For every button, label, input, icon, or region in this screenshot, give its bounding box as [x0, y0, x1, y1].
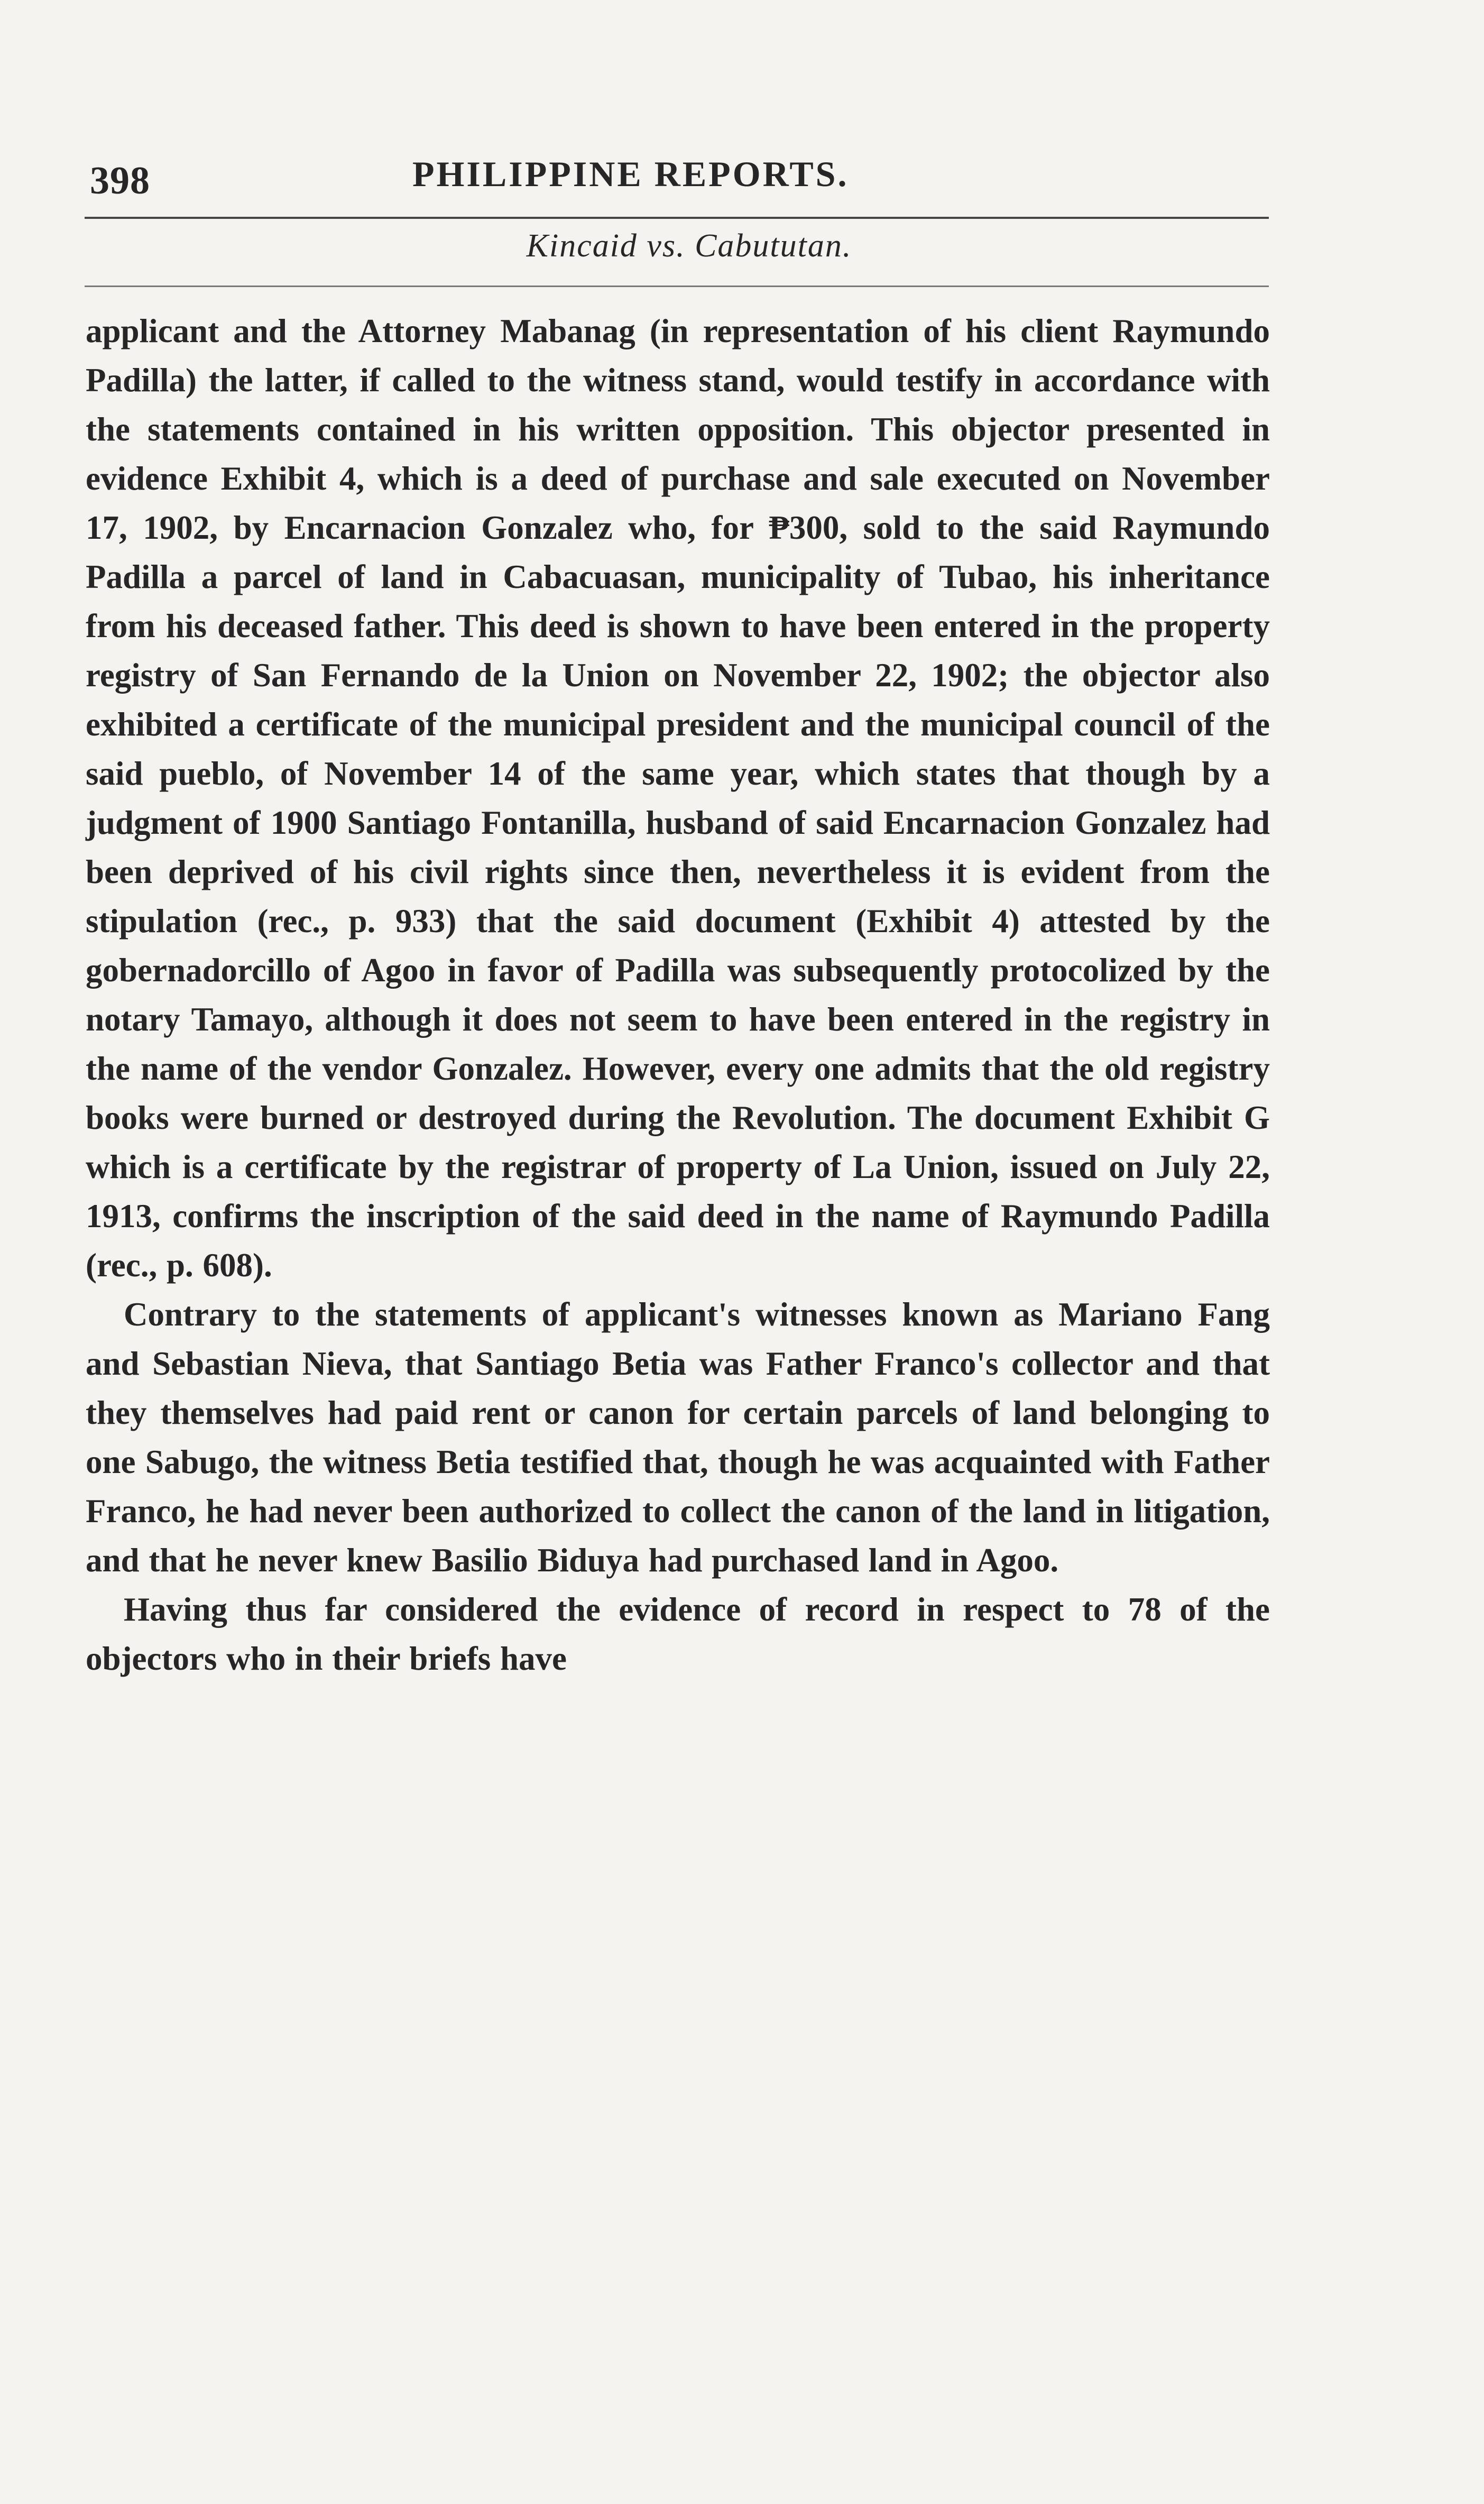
paragraph: Having thus far considered the evidence of record in respect to 78 of the objectors who in their briefs have [86, 1591, 1270, 1677]
header-rule [85, 217, 1269, 219]
page-number: 398 [90, 159, 150, 202]
case-title-text: Kincaid vs. Cabututan. [526, 228, 852, 264]
paragraph: applicant and the Attorney Mabanag (in representation of his client Raymundo Padilla) the latter, if called to the witness stand, would testify in accordance with the statements contained in his written opposition. This objector presented in evidence Exhibit 4, which is a deed of purchase and sale executed on November 17, 1902, by Encarnacion Gonzalez who, for ₱300, sold to the said Raymundo Padilla a parcel of land in Cabacuasan, municipality of Tubao, his inheritance from his deceased father. This deed is shown to have been entered in the property registry of San Fernando de la Union on November 22, 1902; the objector also exhibited a certificate of the municipal president and the municipal council of the said pueblo, of November 14 of the same year, which states that though by a judgment of 1900 Santiago Fontanilla, husband of said Encarnacion Gonzalez had been deprived of his civil rights since then, nevertheless it is evident from the stipulation (rec., p. 933) that the said document (Exhibit 4) attested by the gobernadorcillo of Agoo in favor of Padilla was subsequently protocolized by the notary Tamayo, although it does not seem to have been entered in the registry in the name of the vendor Gonzalez. However, every one admits that the old registry books were burned or destroyed during the Revolution. The document Exhibit G which is a certificate by the registrar of property of La Union, issued on July 22, 1913, confirms the inscription of the said deed in the name of Raymundo Padilla (rec., p. 608). [86, 312, 1270, 1284]
case-title [0, 227, 1484, 265]
case-title-rule [85, 286, 1269, 287]
page-header [85, 153, 1269, 211]
paragraph: Contrary to the statements of applicant's witnesses known as Mariano Fang and Sebastian Nieva, that Santiago Betia was Father Franco's collector and that they themselves had paid rent or canon for certain parcels of land belonging to one Sabugo, the witness Betia testified that, though he was acquainted with Father Franco, he had never been authorized to collect the canon of the land in litigation, and that he never knew Basilio Biduya had purchased land in Agoo. [86, 1296, 1270, 1579]
running-title: PHILIPPINE REPORTS. [412, 154, 849, 194]
body-text [86, 307, 1270, 1683]
